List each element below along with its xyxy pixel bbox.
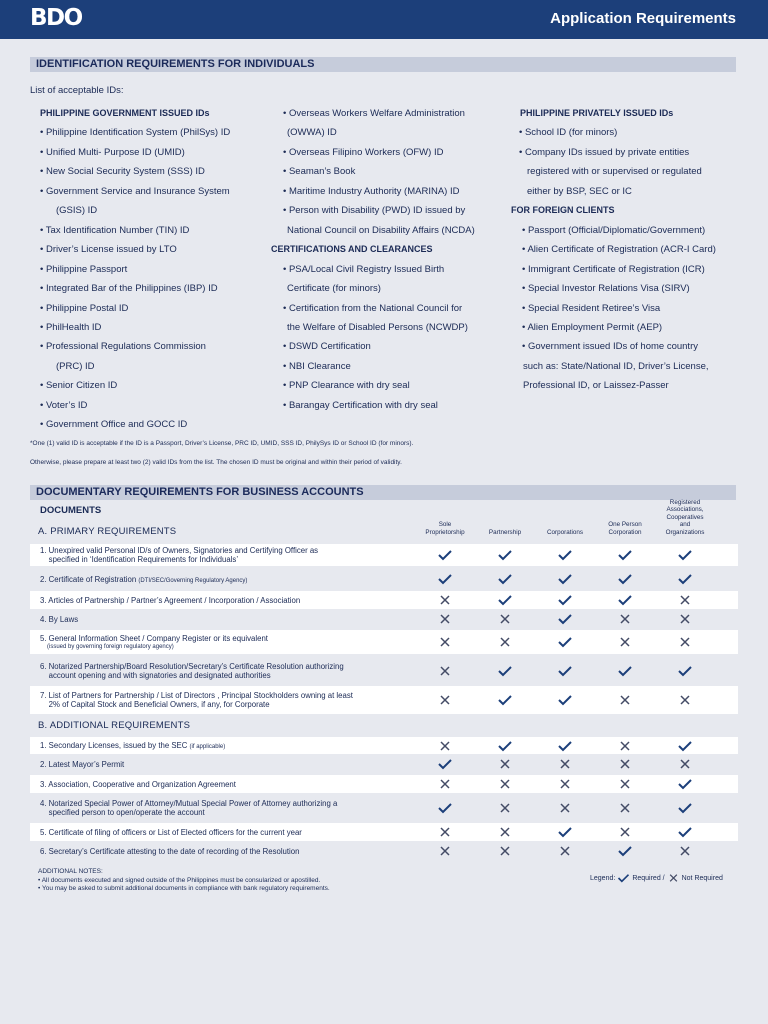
bdo-logo: BDO [30, 5, 82, 31]
id-list-item: • Philippine Identification System (PhilSys) ID [40, 127, 231, 139]
column-header-line: One Person [608, 521, 642, 528]
check-icon [618, 594, 632, 606]
id-list-item: • Company IDs issued by private entities [519, 146, 690, 158]
id-list-item: the Welfare of Disabled Persons (NCWDP) [287, 321, 468, 333]
id-list-item: • Passport (Official/Diplomatic/Government) [522, 224, 706, 236]
id-group-heading: PHILIPPINE PRIVATELY ISSUED IDs [520, 108, 674, 118]
row-label [40, 546, 318, 564]
id-list-item: • Seaman’s Book [283, 166, 356, 178]
cross-icon [438, 778, 452, 790]
cross-icon [498, 758, 512, 770]
id-list-item: • Alien Certificate of Registration (ACR-I Card) [522, 244, 716, 256]
row-label [40, 760, 124, 769]
row-label-line: 6. Notarized Partnership/Board Resolution/Secretary’s Certificate Resolution authorizing [40, 662, 344, 671]
column-header-line: Sole [438, 521, 452, 528]
id-list-item: • Special Investor Relations Visa (SIRV) [522, 283, 690, 295]
table-row [30, 591, 738, 609]
row-label-line [40, 575, 247, 586]
check-icon [618, 549, 632, 561]
cross-icon [438, 636, 452, 648]
row-label-line: account opening and with signatories and designated authorities [40, 671, 271, 680]
id-list-item: National Council on Disability Affairs (NCDA) [287, 224, 475, 236]
check-icon [678, 826, 692, 838]
check-icon [438, 549, 452, 561]
row-label-qualifier: (DTI/SEC/Governing Regulatory Agency) [138, 577, 248, 584]
row-label-qualifier: (issued by governing foreign regulatory agency) [47, 643, 174, 650]
id-list-item: Professional ID, or Laissez-Passer [523, 380, 669, 392]
legend-prefix: Legend: [590, 874, 616, 882]
id-list-item: • Certification from the National Council for [283, 302, 463, 314]
check-icon [438, 758, 452, 770]
check-icon [558, 636, 572, 648]
id-list-item: • Barangay Certification with dry seal [283, 399, 438, 411]
check-icon [498, 694, 512, 706]
doc-section-title: DOCUMENTARY REQUIREMENTS FOR BUSINESS ACCOUNTS [30, 485, 736, 500]
cross-icon [438, 826, 452, 838]
check-icon [498, 573, 512, 585]
check-icon [558, 549, 572, 561]
check-icon [498, 665, 512, 677]
row-label [40, 828, 302, 837]
table-row [30, 842, 738, 860]
id-list-item: • Special Resident Retiree’s Visa [522, 302, 661, 314]
id-group-heading: CERTIFICATIONS AND CLEARANCES [271, 244, 433, 255]
cross-icon [498, 802, 512, 814]
legend [590, 873, 723, 883]
cross-icon [678, 594, 692, 606]
check-icon [678, 573, 692, 585]
column-header [535, 529, 595, 537]
row-label-line: 2. Latest Mayor’s Permit [40, 759, 125, 769]
column-header-line: Associations, [666, 506, 704, 513]
cross-icon [498, 845, 512, 857]
column-header-line: Cooperatives [666, 513, 704, 521]
column-header-line: Organizations [665, 528, 705, 536]
id-list-item: • PhilHealth ID [40, 321, 102, 333]
documents-heading: DOCUMENTS [40, 505, 102, 516]
id-group-heading: PHILIPPINE GOVERNMENT ISSUED IDs [40, 108, 210, 118]
cross-icon [438, 665, 452, 677]
check-icon [678, 778, 692, 790]
id-list-item: • Professional Regulations Commission [40, 341, 206, 353]
primary-requirements-heading: A. PRIMARY REQUIREMENTS [38, 526, 177, 537]
cross-icon [438, 594, 452, 606]
note-item: • All documents executed and signed outside of the Philippines must be consularized or apostilled. [38, 876, 321, 884]
id-list-item: • Driver’s License issued by LTO [40, 244, 177, 256]
id-list-item: • Immigrant Certificate of Registration (ICR) [522, 263, 705, 275]
table-row [30, 657, 738, 685]
row-label-line: 6. Secretary’s Certificate attesting to the date of recording of the Resolution [40, 846, 300, 856]
column-header [475, 529, 535, 537]
row-label [40, 799, 337, 817]
check-icon [558, 694, 572, 706]
id-list-item: (GSIS) ID [56, 205, 98, 217]
row-label-line: specified in ‘Identification Requirements for Individuals’ [40, 555, 239, 564]
row-label [40, 615, 78, 624]
notes-title: ADDITIONAL NOTES: [38, 868, 103, 875]
cross-icon [668, 873, 679, 883]
id-list-item: • PSA/Local Civil Registry Issued Birth [283, 263, 445, 275]
legend-not-required: Not Required [681, 874, 723, 882]
id-list-item: • Overseas Workers Welfare Administration [283, 108, 465, 119]
column-header-line: Registered [669, 498, 701, 506]
id-list-item: • Unified Multi- Purpose ID (UMID) [40, 146, 185, 158]
id-list-item: • Government Service and Insurance System [40, 185, 230, 197]
column-header-line: and [679, 521, 691, 528]
row-label-line: 5. Certificate of filing of officers or List of Elected officers for the current year [40, 827, 302, 837]
id-list-item: • School ID (for minors) [519, 127, 618, 139]
id-list-item: • Overseas Filipino Workers (OFW) ID [283, 146, 444, 158]
row-label-text: 1. Secondary Licenses, issued by the SEC [40, 741, 190, 750]
table-row [30, 544, 738, 566]
row-label [40, 847, 299, 856]
check-icon [498, 740, 512, 752]
row-label-line [40, 741, 225, 752]
table-row [30, 755, 738, 773]
id-list-item: • DSWD Certification [283, 341, 371, 353]
cross-icon [618, 802, 632, 814]
row-label-line: 5. General Information Sheet / Company Register or its equivalent [40, 633, 268, 643]
cross-icon [678, 758, 692, 770]
row-label [40, 741, 225, 752]
id-list-item: • Person with Disability (PWD) ID issued by [283, 205, 466, 217]
additional-notes [38, 868, 330, 894]
column-header-line: Corporation [608, 528, 642, 536]
row-label-line: 4. By Laws [40, 614, 79, 624]
row-label-qualifier: (if applicable) [189, 744, 226, 750]
row-label [40, 662, 344, 680]
check-icon [558, 665, 572, 677]
id-column-1 [40, 104, 230, 435]
cross-icon [678, 636, 692, 648]
cross-icon [438, 845, 452, 857]
id-list-item: • Government issued IDs of home country [522, 341, 698, 353]
id-list-item: • PNP Clearance with dry seal [283, 380, 410, 392]
id-column-3 [511, 104, 716, 396]
row-label [40, 596, 300, 605]
check-icon [678, 549, 692, 561]
cross-icon [618, 826, 632, 838]
id-note-1: *One (1) valid ID is acceptable if the ID is a Passport, Driver’s License, PRC ID, UMID, SSS ID, PhilySys ID or School ID (for minors). [30, 440, 414, 447]
id-list-item: • NBI Clearance [283, 360, 351, 372]
column-header [595, 521, 655, 536]
id-list-item: • Government Office and GOCC ID [40, 419, 188, 431]
column-header [655, 499, 715, 537]
cross-icon [438, 694, 452, 706]
check-icon [438, 802, 452, 814]
check-icon [558, 826, 572, 838]
cross-icon [498, 636, 512, 648]
row-label-line: 1. Unexpired valid Personal ID/s of Owners, Signatories and Certifying Officer as [40, 546, 319, 555]
check-icon [618, 573, 632, 585]
check-icon [558, 613, 572, 625]
check-icon [678, 665, 692, 677]
table-row [30, 686, 738, 714]
check-icon [617, 873, 630, 883]
check-icon [498, 549, 512, 561]
cross-icon [678, 845, 692, 857]
table-row [30, 610, 738, 628]
cross-icon [558, 758, 572, 770]
cross-icon [438, 740, 452, 752]
id-list-item: • Voter’s ID [40, 399, 88, 411]
check-icon [498, 594, 512, 606]
table-row [30, 630, 738, 654]
cross-icon [618, 613, 632, 625]
table-row [30, 795, 738, 821]
cross-icon [618, 778, 632, 790]
column-header-line: Proprietorship [425, 528, 465, 536]
table-row [30, 737, 738, 754]
id-list-item: • Integrated Bar of the Philippines (IBP) ID [40, 283, 218, 295]
row-label-line: 4. Notarized Special Power of Attorney/Mutual Special Power of Attorney authorizing a [40, 799, 338, 808]
row-label [40, 575, 247, 586]
row-label-line: 3. Association, Cooperative and Organization Agreement [40, 779, 236, 789]
header-bar [0, 0, 768, 39]
id-list-item: (PRC) ID [56, 360, 95, 372]
id-list-intro: List of acceptable IDs: [30, 85, 124, 96]
id-list-item: • Philippine Passport [40, 263, 128, 275]
check-icon [558, 573, 572, 585]
column-header-line: Corporations [546, 528, 584, 536]
check-icon [678, 740, 692, 752]
column-header [415, 521, 475, 536]
cross-icon [558, 845, 572, 857]
id-group-heading: FOR FOREIGN CLIENTS [511, 205, 615, 216]
cross-icon [618, 636, 632, 648]
cross-icon [498, 613, 512, 625]
cross-icon [618, 740, 632, 752]
table-row [30, 775, 738, 793]
cross-icon [558, 778, 572, 790]
id-list-item: either by BSP, SEC or IC [527, 185, 632, 197]
cross-icon [558, 802, 572, 814]
id-list-item: (OWWA) ID [287, 127, 337, 139]
column-header-line: Partnership [488, 528, 522, 536]
cross-icon [498, 778, 512, 790]
row-label-line: specified person to open/operate the account [40, 808, 205, 817]
cross-icon [438, 613, 452, 625]
check-icon [558, 740, 572, 752]
id-note-2: Otherwise, please prepare at least two (2) valid IDs from the list. The chosen ID must be original and within their period of validity. [30, 459, 402, 466]
cross-icon [678, 613, 692, 625]
cross-icon [678, 694, 692, 706]
id-list-item: • Senior Citizen ID [40, 380, 118, 392]
row-label [40, 634, 268, 652]
note-item: • You may be asked to submit additional documents in compliance with bank regulatory requirements. [38, 885, 330, 892]
check-icon [558, 594, 572, 606]
row-label [40, 780, 236, 789]
id-list-item: • Philippine Postal ID [40, 302, 129, 314]
check-icon [438, 573, 452, 585]
id-list-item: • Tax Identification Number (TIN) ID [40, 224, 190, 236]
row-label [40, 691, 353, 709]
row-label-line: 2% of Capital Stock and Beneficial Owners, if any, for Corporate [40, 700, 270, 709]
id-list-item: Certificate (for minors) [287, 283, 381, 295]
id-list-item: • Alien Employment Permit (AEP) [522, 321, 663, 333]
table-row [30, 823, 738, 841]
id-section-title: IDENTIFICATION REQUIREMENTS FOR INDIVIDUALS [30, 57, 736, 72]
row-label-line: 7. List of Partners for Partnership / List of Directors , Principal Stockholders owning at least [40, 691, 353, 700]
row-label-line: 3. Articles of Partnership / Partner’s Agreement / Incorporation / Association [40, 595, 301, 605]
table-row [30, 570, 738, 588]
additional-requirements-heading: B. ADDITIONAL REQUIREMENTS [38, 720, 191, 731]
id-list-item: registered with or supervised or regulated [527, 166, 702, 178]
page-title: Application Requirements [550, 10, 736, 27]
id-list-item: • Maritime Industry Authority (MARINA) ID [283, 185, 460, 197]
check-icon [618, 845, 632, 857]
row-label-text: 2. Certificate of Registration [40, 574, 139, 584]
cross-icon [618, 758, 632, 770]
cross-icon [618, 694, 632, 706]
check-icon [618, 665, 632, 677]
id-column-2 [271, 104, 475, 415]
cross-icon [498, 826, 512, 838]
id-list-item: such as: State/National ID, Driver’s License, [523, 360, 709, 372]
id-list-item: • New Social Security System (SSS) ID [40, 166, 205, 178]
check-icon [678, 802, 692, 814]
legend-required: Required / [632, 874, 665, 882]
